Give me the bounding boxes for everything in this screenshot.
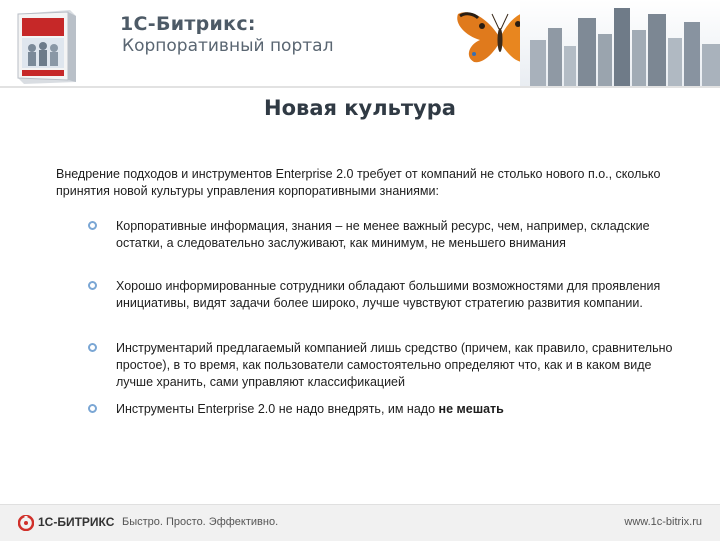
bullet-circle-icon: [88, 281, 97, 290]
list-item: [88, 278, 676, 312]
brand-title: 1С-Битрикс:: [120, 13, 256, 35]
bullet-text: [116, 401, 676, 418]
footer-url[interactable]: www.1c-bitrix.ru: [624, 516, 702, 528]
bullet-text: Инструментарий предлагаемый компанией лишь средство (причем, как правило, сравнительно простое), в то время, как пользователи самостоятельно определяют что, как и в каком виде лучше хранить, сами управляют классификацией: [116, 341, 673, 389]
software-box-icon: [10, 8, 84, 86]
list-item: [88, 218, 676, 252]
bullet-text: Хорошо информированные сотрудники обладают большими возможностями для проявления инициативы, видят задачи более широко, лучше чувствуют стратегию развития компании.: [116, 279, 661, 310]
slide-footer: [0, 504, 720, 541]
bullet-circle-icon: [88, 343, 97, 352]
intro-paragraph: Внедрение подходов и инструментов Enterprise 2.0 требует от компаний не столько нового п.о., сколько принятия новой культуры управления корпоративными знаниями:: [56, 167, 661, 198]
brand-subtitle: Корпоративный портал: [122, 36, 334, 56]
header-divider: [0, 86, 720, 88]
bullet-circle-icon: [88, 404, 97, 413]
footer-logo-text: 1С-БИТРИКС: [38, 515, 115, 529]
bullet-text-bold: не мешать: [438, 402, 504, 416]
footer-tagline: Быстро. Просто. Эффективно.: [122, 516, 279, 528]
bullet-text: Корпоративные информация, знания – не менее важный ресурс, чем, например, складские остатки, а следовательно заслуживают, как минимум, не меньшего внимания: [116, 219, 650, 250]
slide-header: [0, 0, 720, 88]
city-skyline-icon: [520, 0, 720, 86]
bullet-circle-icon: [88, 221, 97, 230]
list-item: [88, 401, 676, 418]
list-item: [88, 340, 676, 390]
bitrix-logo-icon: [18, 515, 34, 531]
slide-title: Новая культура: [264, 96, 456, 120]
bullet-text-regular: Инструменты Enterprise 2.0 не надо внедрять, им надо: [116, 402, 439, 416]
